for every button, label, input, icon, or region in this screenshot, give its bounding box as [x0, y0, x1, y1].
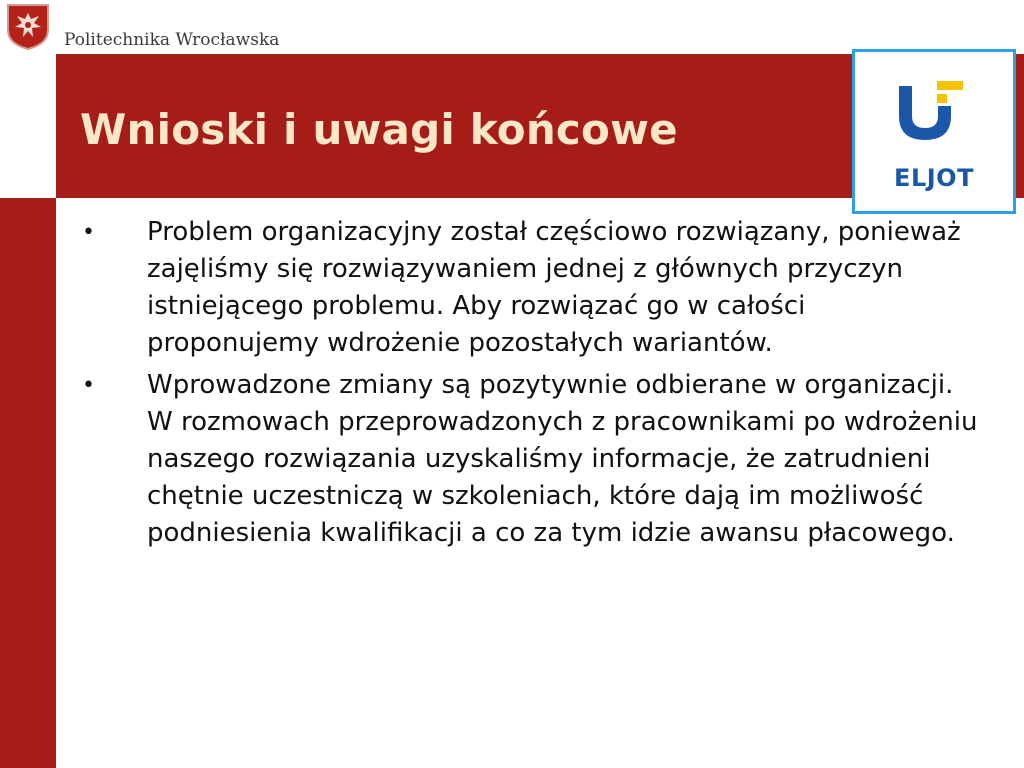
bullet-text: Problem organizacyjny został częściowo rozwiązany, ponieważ zajęliśmy się rozwiązywaniem jednej z głównych przyczyn istniejącego problemu. Aby rozwiązać go w całości proponujemy wdrożenie pozostałych wariantów.	[147, 217, 961, 358]
bullet-text: Wprowadzone zmiany są pozytywnie odbierane w organizacji. W rozmowach przeprowadzonych z pracownikami po wdrożeniu naszego rozwiązania uzyskaliśmy informacje, że zatrudnieni chętnie uczestniczą w szkoleniach, które dają im możliwość podniesienia kwalifikacji a co za tym idzie awansu płacowego.	[147, 370, 978, 548]
bullet-list	[78, 214, 978, 557]
slide-title: Wnioski i uwagi końcowe	[80, 105, 678, 154]
crest-logo-icon	[5, 2, 51, 50]
bullet-icon: •	[82, 220, 95, 245]
list-item	[78, 214, 978, 362]
eljot-logo	[852, 49, 1016, 214]
logo-wordmark: ELJOT	[894, 164, 974, 192]
left-accent-bar	[0, 198, 56, 768]
list-item	[78, 367, 978, 552]
institution-name: Politechnika Wrocławska	[64, 30, 280, 50]
eljot-mark-icon	[885, 78, 975, 142]
bullet-icon: •	[82, 373, 95, 398]
institution-brand	[0, 0, 300, 54]
